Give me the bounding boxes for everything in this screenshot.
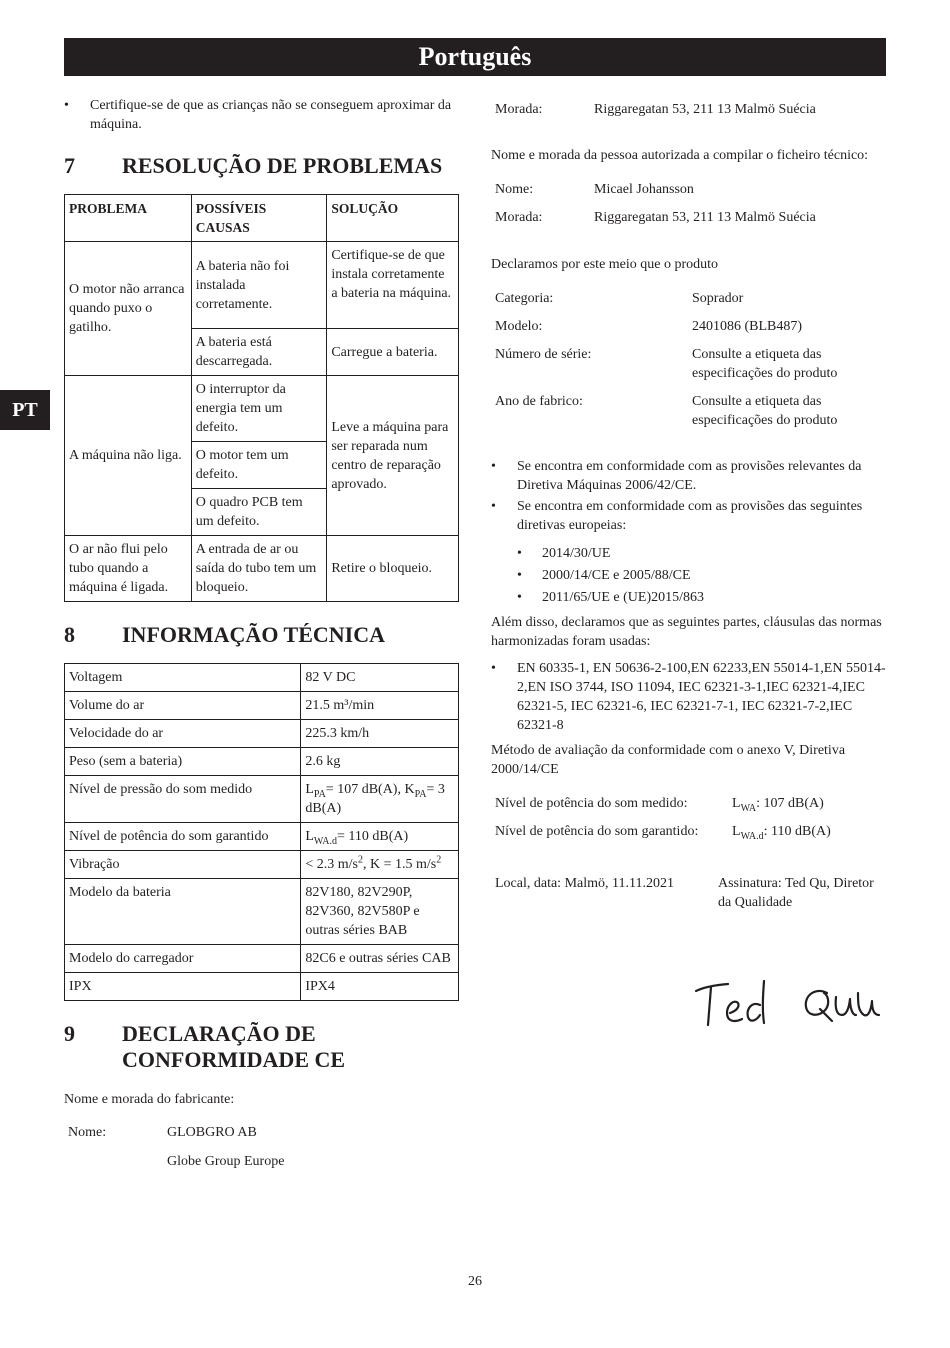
language-tab-label: PT [12,399,38,421]
problem-cell: A máquina não liga. [65,376,192,536]
kv-row [491,180,820,199]
subscript: WA.d [313,835,337,847]
solution-cell: Retire o bloqueio. [327,536,459,602]
section-title-line: CONFORMIDADE CE [122,1047,346,1072]
intro-bullet [64,96,459,134]
spec-label: Voltagem [65,664,301,692]
list-item-text: 2011/65/UE e (UE)2015/863 [542,590,705,605]
column-header: POSSÍVEIS CAUSAS [191,195,327,242]
declare-text: Declaramos por este meio que o produto [491,257,719,272]
value-text: < 2.3 m/s [305,857,358,872]
list-item-text: EN 60335-1, EN 50636-2-100,EN 62233,EN 55014-1,EN 55014-2,EN ISO 3744, ISO 11094, IEC 62321-3-1,IEC 62321-4,IEC 62321-5, IEC 62321-6, IEC 62321-7-1, IEC 62321-7-2,IEC 62321-8 [517,661,886,733]
list-item-text: Se encontra em conformidade com as provisões das seguintes diretivas europeias: [517,499,863,533]
problem-cell: O ar não flui pelo tubo quando a máquina é ligada. [65,536,192,602]
right-column [491,100,886,912]
list-item [491,566,886,585]
spec-value: 2.6 kg [301,748,459,776]
spec-label: Volume do ar [65,692,301,720]
table-row [65,748,459,776]
value-text: = 3 dB(A) [305,782,445,816]
problem-cell: O motor não arranca quando puxo o gatilho. [65,242,192,376]
page-header [64,38,886,76]
table-row [65,376,459,442]
cause-cell: O interruptor da energia tem um defeito. [191,376,327,442]
value-text: : 110 dB(A) [763,824,831,839]
symbol: L [305,829,314,844]
manufacturer-address-table [491,100,820,119]
subscript: WA [740,802,757,814]
bullet-dot: • [517,568,522,583]
cause-cell: O motor tem um defeito. [191,442,327,489]
kv-row [491,794,886,813]
spec-label: Modelo da bateria [65,879,301,945]
manufacturer-heading: Nome e morada do fabricante: [64,1092,235,1107]
list-item [491,497,886,535]
page-number: 26 [468,1274,482,1289]
table-row [65,973,459,1001]
kv-label: Nível de potência do som medido: [495,796,688,811]
kv-value: Globe Group Europe [167,1154,285,1169]
spec-value: 82V180, 82V290P, 82V360, 82V580P e outras séries BAB [301,879,459,945]
table-header-row [65,195,459,242]
handwritten-signature [694,975,884,1040]
spec-label: Nível de potência do som garantido [65,823,301,851]
spec-value: 21.5 m³/min [301,692,459,720]
signature-table [491,874,886,912]
kv-value [728,813,886,841]
kv-row [491,874,886,912]
list-item-text: 2014/30/UE [542,546,611,561]
spec-value [301,851,459,879]
kv-label: Nome: [68,1125,107,1140]
section-number: 7 [64,153,75,178]
subscript: WA.d [740,830,764,842]
bullet-dot: • [517,546,522,561]
value-text: = 107 dB(A), K [325,782,415,797]
product-table [491,289,886,430]
authorized-table [491,180,820,227]
subscript: PA [414,788,427,800]
table-row [65,823,459,851]
spec-label: Peso (sem a bateria) [65,748,301,776]
section-title: RESOLUÇÃO DE PROBLEMAS [122,153,443,178]
standards-list-item [491,659,886,735]
standards-text: Além disso, declaramos que as seguintes partes, cláusulas das normas harmonizadas foram usadas: [491,615,882,649]
directive-list [491,544,886,607]
table-row [65,692,459,720]
authorized-heading: Nome e morada da pessoa autorizada a compilar o ficheiro técnico: [491,148,869,163]
kv-row [64,1142,288,1171]
kv-row [491,100,820,119]
kv-row [64,1123,288,1142]
value-text: = 110 dB(A) [336,829,409,844]
cause-cell: A entrada de ar ou saída do tubo tem um bloqueio. [191,536,327,602]
kv-value: Riggaregatan 53, 211 13 Malmö Suécia [594,102,816,117]
bullet-dot: • [491,499,496,514]
value-text: , K = 1.5 m/s [362,857,437,872]
kv-row [491,383,886,430]
bullet-dot: • [64,98,69,113]
spec-label: Vibração [65,851,301,879]
sound-table [491,794,886,841]
symbol: L [732,824,741,839]
section-9-heading [64,1021,459,1073]
kv-row [491,813,886,841]
spec-label: Nível de pressão do som medido [65,776,301,823]
section-number: 9 [64,1021,75,1046]
solution-cell: Leve a máquina para ser reparada num centro de reparação aprovado. [327,376,459,536]
table-row [65,242,459,329]
page-title: Português [418,42,532,71]
symbol: L [732,796,741,811]
kv-label: Morada: [495,210,543,225]
kv-label: Modelo: [495,319,543,334]
column-header: SOLUÇÃO [327,195,459,242]
table-row [65,536,459,602]
solution-cell: Carregue a bateria. [327,329,459,376]
kv-label: Morada: [495,102,543,117]
column-header: PROBLEMA [65,195,192,242]
table-row [65,945,459,973]
spec-label: IPX [65,973,301,1001]
solution-cell: Certifique-se de que instala corretamente a bateria na máquina. [327,242,459,329]
place-date: Local, data: Malmö, 11.11.2021 [495,876,674,891]
list-item [491,588,886,607]
cause-cell: O quadro PCB tem um defeito. [191,489,327,536]
bullet-dot: • [491,459,496,474]
manufacturer-table [64,1123,288,1171]
section-7-heading [64,153,459,179]
technical-data-table [64,663,459,1001]
kv-value: Micael Johansson [594,182,694,197]
spec-label: Modelo do carregador [65,945,301,973]
spec-value: 225.3 km/h [301,720,459,748]
signature-label: Assinatura: Ted Qu, Diretor da Qualidade [718,876,874,910]
list-item-text: 2000/14/CE e 2005/88/CE [542,568,691,583]
superscript: 2 [357,854,363,866]
cause-cell: A bateria está descarregada. [191,329,327,376]
subscript: PA [313,788,326,800]
kv-value [728,794,886,813]
compliance-list [491,457,886,535]
section-title: INFORMAÇÃO TÉCNICA [122,622,385,647]
kv-value: Consulte a etiqueta das especificações do produto [692,347,838,381]
left-column [64,96,459,1171]
symbol: L [305,782,314,797]
bullet-dot: • [491,661,496,676]
list-item [491,544,886,563]
kv-value: GLOBGRO AB [167,1125,257,1140]
spec-label: Velocidade do ar [65,720,301,748]
kv-value: Soprador [692,291,744,306]
cause-cell: A bateria não foi instalada corretamente. [191,242,327,329]
value-text: : 107 dB(A) [756,796,824,811]
table-row [65,776,459,823]
kv-label: Número de série: [495,347,592,362]
kv-label [64,1142,163,1171]
kv-label: Nome: [495,182,534,197]
method-text: Método de avaliação da conformidade com o anexo V, Diretiva 2000/14/CE [491,743,846,777]
kv-value: 2401086 (BLB487) [692,319,803,334]
table-row [65,879,459,945]
spec-value [301,776,459,823]
kv-row [491,308,886,336]
section-number: 8 [64,622,75,647]
spec-value [301,823,459,851]
bullet-dot: • [517,590,522,605]
section-title-line: DECLARAÇÃO DE [122,1021,316,1046]
kv-row [491,336,886,383]
kv-row [491,199,820,227]
superscript: 2 [436,854,442,866]
table-row [65,720,459,748]
spec-value: 82 V DC [301,664,459,692]
kv-label: Categoria: [495,291,554,306]
troubleshooting-table [64,194,459,602]
kv-row [491,289,886,308]
table-row [65,851,459,879]
table-row [65,664,459,692]
kv-value: Riggaregatan 53, 211 13 Malmö Suécia [594,210,816,225]
kv-label: Ano de fabrico: [495,394,583,409]
kv-label: Nível de potência do som garantido: [495,824,699,839]
list-item [491,457,886,495]
spec-value: IPX4 [301,973,459,1001]
list-item-text: Se encontra em conformidade com as provisões relevantes da Diretiva Máquinas 2006/42/CE. [517,459,862,493]
spec-value: 82C6 e outras séries CAB [301,945,459,973]
language-tab [0,390,50,430]
section-8-heading [64,622,459,648]
kv-value: Consulte a etiqueta das especificações do produto [692,394,838,428]
intro-bullet-text: Certifique-se de que as crianças não se conseguem aproximar da máquina. [90,98,452,132]
